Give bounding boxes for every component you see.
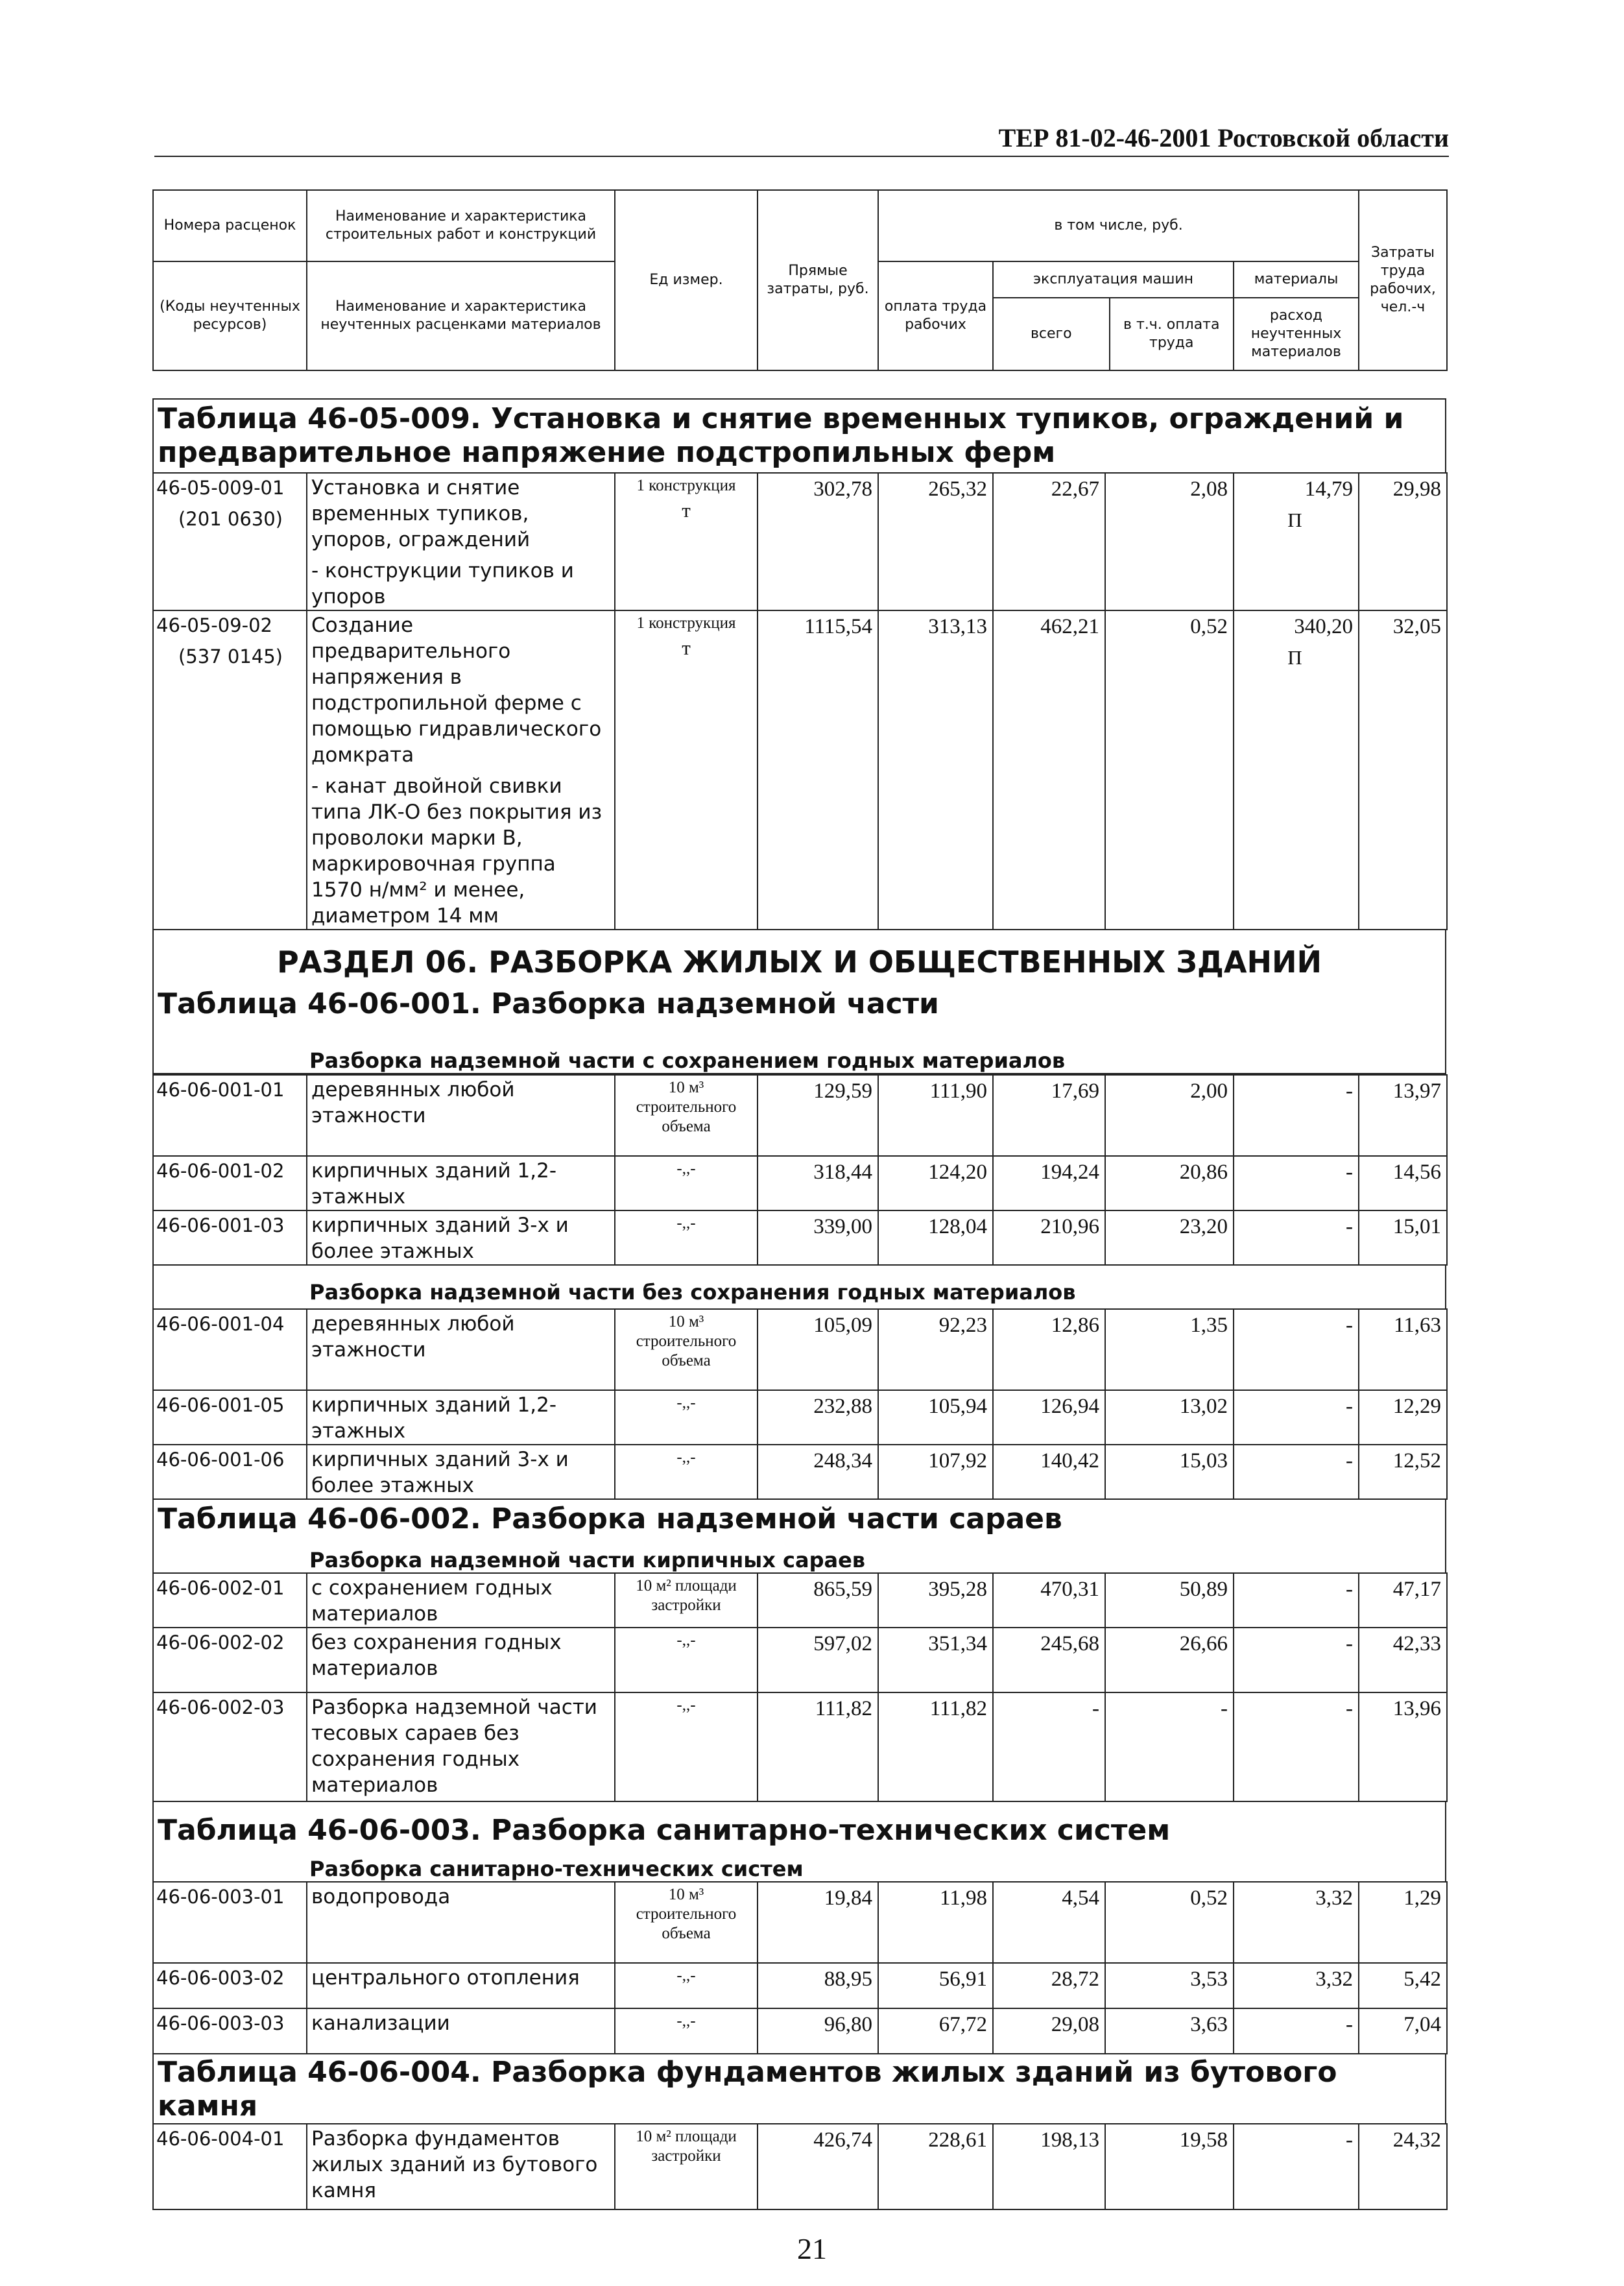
table-row bbox=[153, 1156, 1447, 1210]
rate-mat: - bbox=[1234, 2124, 1359, 2209]
table-row bbox=[153, 2124, 1447, 2209]
table-title-text: Таблица 46-06-002. Разборка надземной части сараев bbox=[158, 1502, 1062, 1535]
rate-code: 46-06-001-02 bbox=[153, 1156, 307, 1210]
rate-mach: 194,24 bbox=[993, 1156, 1105, 1210]
rate-name: водопровода bbox=[307, 1882, 615, 1963]
rate-unit: -,,- bbox=[615, 1628, 758, 1692]
rate-mach: - bbox=[993, 1692, 1105, 1801]
rate-mach: 12,86 bbox=[993, 1309, 1105, 1390]
table-row bbox=[153, 1628, 1447, 1692]
rate-unit: -,,- bbox=[615, 1445, 758, 1499]
col-labor-pay: оплата труда рабочих bbox=[878, 261, 993, 370]
rate-code: 46-06-003-01 bbox=[153, 1882, 307, 1963]
rate-name: Создание предварительного напряжения в подстропильной ферме с помощью гидравлического домкрата - канат двойной свивки типа ЛК-О без покрытия из проволоки марки В, маркировочная группа 1570 н/мм² и менее, диаметром 14 мм bbox=[307, 610, 615, 930]
rate-mach: 462,21 bbox=[993, 610, 1105, 930]
rate-direct: 129,59 bbox=[758, 1075, 878, 1156]
rate-code: 46-06-001-04 bbox=[153, 1309, 307, 1390]
sub-resource-unit: т bbox=[682, 499, 691, 522]
table-row bbox=[153, 1882, 1447, 1963]
table-46-06-001-b bbox=[152, 1308, 1448, 1500]
rate-direct: 339,00 bbox=[758, 1210, 878, 1265]
rate-direct: 19,84 bbox=[758, 1882, 878, 1963]
rate-direct: 597,02 bbox=[758, 1628, 878, 1692]
rate-code: 46-06-001-01 bbox=[153, 1075, 307, 1156]
rate-machpay: 0,52 bbox=[1105, 1882, 1234, 1963]
rate-pay: 92,23 bbox=[878, 1309, 993, 1390]
col-codes-sub: (Коды неучтенных ресурсов) bbox=[153, 261, 307, 370]
rate-machpay: 1,35 bbox=[1105, 1309, 1234, 1390]
rate-name: деревянных любой этажности bbox=[307, 1075, 615, 1156]
table-row bbox=[153, 1692, 1447, 1801]
table-title-46-05-009 bbox=[152, 398, 1446, 472]
rate-unit: -,,- bbox=[615, 1390, 758, 1445]
rate-machpay: 2,00 bbox=[1105, 1075, 1234, 1156]
rate-code: 46-06-003-02 bbox=[153, 1963, 307, 2008]
rate-direct: 111,82 bbox=[758, 1692, 878, 1801]
rate-name: без сохранения годных материалов bbox=[307, 1628, 615, 1692]
rate-unit: 10 м² площади застройки bbox=[615, 2124, 758, 2209]
rate-direct: 1115,54 bbox=[758, 610, 878, 930]
rate-pay: 11,98 bbox=[878, 1882, 993, 1963]
rate-machpay: 3,63 bbox=[1105, 2008, 1234, 2054]
rate-mach: 210,96 bbox=[993, 1210, 1105, 1265]
rate-unit: 10 м² площади застройки bbox=[615, 1573, 758, 1628]
table-row bbox=[153, 1445, 1447, 1499]
rate-machpay: 19,58 bbox=[1105, 2124, 1234, 2209]
rate-mat: 3,32 bbox=[1234, 1882, 1359, 1963]
rate-pay: 107,92 bbox=[878, 1445, 993, 1499]
rate-mach: 28,72 bbox=[993, 1963, 1105, 2008]
table-title-text: Таблица 46-06-001. Разборка надземной части bbox=[158, 987, 939, 1020]
rate-code: 46-06-002-01 bbox=[153, 1573, 307, 1628]
col-mach-labor: в т.ч. оплата труда bbox=[1123, 317, 1220, 351]
rate-mach: 29,08 bbox=[993, 2008, 1105, 2054]
rate-labor: 47,17 bbox=[1359, 1573, 1447, 1628]
col-machines: эксплуатация машин bbox=[994, 262, 1233, 298]
rates-sheet bbox=[152, 189, 1446, 2210]
rate-direct: 88,95 bbox=[758, 1963, 878, 2008]
col-incl: в том числе, руб. bbox=[878, 190, 1359, 261]
rate-name: Разборка надземной части тесовых сараев без сохранения годных материалов bbox=[307, 1692, 615, 1801]
rate-name: канализации bbox=[307, 2008, 615, 2054]
rate-code: 46-05-009-01 (201 0630) bbox=[153, 473, 307, 610]
rate-mat: - bbox=[1234, 1573, 1359, 1628]
rate-labor: 5,42 bbox=[1359, 1963, 1447, 2008]
rate-name: с сохранением годных материалов bbox=[307, 1573, 615, 1628]
col-mach-total: всего bbox=[994, 298, 1110, 370]
rate-machpay: 20,86 bbox=[1105, 1156, 1234, 1210]
table-row bbox=[153, 1210, 1447, 1265]
table-row bbox=[153, 610, 1447, 930]
col-direct: Прямые затраты, руб. bbox=[758, 190, 878, 370]
rate-pay: 395,28 bbox=[878, 1573, 993, 1628]
table-row bbox=[153, 1573, 1447, 1628]
rate-pay: 105,94 bbox=[878, 1390, 993, 1445]
rate-pay: 111,90 bbox=[878, 1075, 993, 1156]
col-unit: Ед измер. bbox=[615, 190, 758, 370]
rate-labor: 13,96 bbox=[1359, 1692, 1447, 1801]
rate-code: 46-06-002-02 bbox=[153, 1628, 307, 1692]
rate-machpay: 3,53 bbox=[1105, 1963, 1234, 2008]
rate-labor: 1,29 bbox=[1359, 1882, 1447, 1963]
rate-mat: 340,20 П bbox=[1234, 610, 1359, 930]
rate-direct: 302,78 bbox=[758, 473, 878, 610]
rate-mat: - bbox=[1234, 1390, 1359, 1445]
rate-machpay: - bbox=[1105, 1692, 1234, 1801]
rate-name: Разборка фундаментов жилых зданий из бутового камня bbox=[307, 2124, 615, 2209]
rate-mat: - bbox=[1234, 2008, 1359, 2054]
rate-machpay: 50,89 bbox=[1105, 1573, 1234, 1628]
rate-name: кирпичных зданий 1,2-этажных bbox=[307, 1156, 615, 1210]
sub-resource-unit: т bbox=[682, 636, 691, 659]
rate-labor: 15,01 bbox=[1359, 1210, 1447, 1265]
sub-resource-name: - конструкции тупиков и упоров bbox=[311, 559, 574, 608]
rate-unit: -,,- bbox=[615, 1692, 758, 1801]
rate-mach: 140,42 bbox=[993, 1445, 1105, 1499]
col-mat-unacc: расход неучтенных материалов bbox=[1250, 307, 1342, 360]
table-title-46-06-002 bbox=[154, 1500, 1445, 1539]
section-title: РАЗДЕЛ 06. РАЗБОРКА ЖИЛЫХ И ОБЩЕСТВЕННЫХ ЗДАНИЙ bbox=[277, 944, 1322, 980]
sub-resource-name: - канат двойной свивки типа ЛК-О без покрытия из проволоки марки В, маркировочная группа 1570 н/мм² и менее, диаметром 14 мм bbox=[311, 775, 603, 928]
header-title: ТЕР 81-02-46-2001 Ростовской области bbox=[998, 123, 1449, 152]
rate-machpay: 2,08 bbox=[1105, 473, 1234, 610]
table-row bbox=[153, 473, 1447, 610]
rate-pay: 56,91 bbox=[878, 1963, 993, 2008]
rate-labor: 42,33 bbox=[1359, 1628, 1447, 1692]
rate-labor: 29,98 bbox=[1359, 473, 1447, 610]
rate-mach: 198,13 bbox=[993, 2124, 1105, 2209]
rate-mat: - bbox=[1234, 1628, 1359, 1692]
table-title-46-06-004 bbox=[152, 2054, 1446, 2123]
sub-resource-mat: П bbox=[1287, 646, 1302, 669]
rate-code: 46-06-001-03 bbox=[153, 1210, 307, 1265]
rate-direct: 96,80 bbox=[758, 2008, 878, 2054]
rate-name: кирпичных зданий 1,2-этажных bbox=[307, 1390, 615, 1445]
rate-mach: 22,67 bbox=[993, 473, 1105, 610]
rate-mat: - bbox=[1234, 1075, 1359, 1156]
table-title-text: Таблица 46-06-003. Разборка санитарно-технических систем bbox=[158, 1814, 1171, 1847]
rate-machpay: 13,02 bbox=[1105, 1390, 1234, 1445]
table-46-06-001-a bbox=[152, 1074, 1448, 1266]
rate-unit: 1 конструкция т bbox=[615, 473, 758, 610]
rate-direct: 426,74 bbox=[758, 2124, 878, 2209]
rate-code: 46-06-003-03 bbox=[153, 2008, 307, 2054]
rate-pay: 111,82 bbox=[878, 1692, 993, 1801]
table-row bbox=[153, 1963, 1447, 2008]
col-name: Наименование и характеристика строительных работ и конструкций bbox=[307, 190, 615, 261]
rate-pay: 128,04 bbox=[878, 1210, 993, 1265]
table-title-text: Таблица 46-05-009. Установка и снятие временных тупиков, ограждений и предварительное напряжение подстропильных ферм bbox=[158, 402, 1404, 469]
rate-unit: -,,- bbox=[615, 1210, 758, 1265]
rate-labor: 12,29 bbox=[1359, 1390, 1447, 1445]
rate-labor: 32,05 bbox=[1359, 610, 1447, 930]
rate-unit: 1 конструкция т bbox=[615, 610, 758, 930]
table-title-46-06-003 bbox=[154, 1802, 1445, 1850]
rate-unit: -,,- bbox=[615, 2008, 758, 2054]
rate-mach: 245,68 bbox=[993, 1628, 1105, 1692]
table-46-06-004 bbox=[152, 2123, 1448, 2210]
rate-pay: 265,32 bbox=[878, 473, 993, 610]
rate-mat: 14,79 П bbox=[1234, 473, 1359, 610]
col-codes: Номера расценок bbox=[153, 190, 307, 261]
subheading: Разборка санитарно-технических систем bbox=[309, 1857, 804, 1881]
rate-mach: 126,94 bbox=[993, 1390, 1105, 1445]
rate-direct: 248,34 bbox=[758, 1445, 878, 1499]
table-46-06-003 bbox=[152, 1881, 1448, 2054]
rate-mat: - bbox=[1234, 1692, 1359, 1801]
col-materials: материалы bbox=[1234, 262, 1358, 298]
rate-labor: 12,52 bbox=[1359, 1445, 1447, 1499]
subheading: Разборка надземной части с сохранением годных материалов bbox=[309, 1048, 1066, 1073]
table-row bbox=[153, 1075, 1447, 1156]
rate-mat: - bbox=[1234, 1156, 1359, 1210]
rate-unit: 10 м³ строительного объема bbox=[615, 1309, 758, 1390]
subheading: Разборка надземной части без сохранения годных материалов bbox=[309, 1280, 1076, 1305]
rate-machpay: 23,20 bbox=[1105, 1210, 1234, 1265]
rate-mat: 3,32 bbox=[1234, 1963, 1359, 2008]
table-title-46-06-001 bbox=[154, 985, 1445, 1024]
rate-direct: 105,09 bbox=[758, 1309, 878, 1390]
col-name-sub: Наименование и характеристика неучтенных расценками материалов bbox=[307, 261, 615, 370]
rate-code: 46-06-002-03 bbox=[153, 1692, 307, 1801]
rate-mat: - bbox=[1234, 1309, 1359, 1390]
rate-machpay: 26,66 bbox=[1105, 1628, 1234, 1692]
rate-direct: 318,44 bbox=[758, 1156, 878, 1210]
table-title-text: Таблица 46-06-004. Разборка фундаментов жилых зданий из бутового камня bbox=[158, 2056, 1337, 2123]
rate-machpay: 15,03 bbox=[1105, 1445, 1234, 1499]
rate-unit: 10 м³ строительного объема bbox=[615, 1882, 758, 1963]
column-header-table bbox=[152, 189, 1448, 371]
rate-name: кирпичных зданий 3-х и более этажных bbox=[307, 1445, 615, 1499]
rate-labor: 13,97 bbox=[1359, 1075, 1447, 1156]
rate-machpay: 0,52 bbox=[1105, 610, 1234, 930]
sub-resource-code: (201 0630) bbox=[178, 508, 283, 530]
rate-pay: 67,72 bbox=[878, 2008, 993, 2054]
rate-unit: -,,- bbox=[615, 1963, 758, 2008]
table-46-05-009 bbox=[152, 472, 1448, 930]
rate-pay: 313,13 bbox=[878, 610, 993, 930]
table-46-06-002 bbox=[152, 1572, 1448, 1802]
rate-mach: 470,31 bbox=[993, 1573, 1105, 1628]
rate-name: кирпичных зданий 3-х и более этажных bbox=[307, 1210, 615, 1265]
rate-code: 46-06-001-05 bbox=[153, 1390, 307, 1445]
rate-code: 46-06-001-06 bbox=[153, 1445, 307, 1499]
rate-mach: 4,54 bbox=[993, 1882, 1105, 1963]
rate-direct: 232,88 bbox=[758, 1390, 878, 1445]
rate-code: 46-05-09-02 (537 0145) bbox=[153, 610, 307, 930]
rate-mat: - bbox=[1234, 1445, 1359, 1499]
sub-resource-code: (537 0145) bbox=[178, 645, 283, 668]
rate-name: центрального отопления bbox=[307, 1963, 615, 2008]
rate-pay: 124,20 bbox=[878, 1156, 993, 1210]
table-row bbox=[153, 1390, 1447, 1445]
table-row bbox=[153, 2008, 1447, 2054]
table-row bbox=[153, 1309, 1447, 1390]
rate-pay: 351,34 bbox=[878, 1628, 993, 1692]
rate-labor: 14,56 bbox=[1359, 1156, 1447, 1210]
rate-labor: 7,04 bbox=[1359, 2008, 1447, 2054]
rate-direct: 865,59 bbox=[758, 1573, 878, 1628]
running-header bbox=[154, 115, 1449, 157]
rate-unit: -,,- bbox=[615, 1156, 758, 1210]
subheading: Разборка надземной части кирпичных сараев bbox=[309, 1548, 866, 1572]
rate-mat: - bbox=[1234, 1210, 1359, 1265]
rate-name: деревянных любой этажности bbox=[307, 1309, 615, 1390]
col-labor-cost: Затраты труда рабочих, чел.-ч bbox=[1359, 190, 1447, 370]
rate-mach: 17,69 bbox=[993, 1075, 1105, 1156]
rate-unit: 10 м³ строительного объема bbox=[615, 1075, 758, 1156]
rate-labor: 11,63 bbox=[1359, 1309, 1447, 1390]
sub-resource-mat: П bbox=[1287, 509, 1302, 531]
page-number: 21 bbox=[797, 2232, 827, 2265]
rate-code: 46-06-004-01 bbox=[153, 2124, 307, 2209]
rate-name: Установка и снятие временных тупиков, упоров, ограждений - конструкции тупиков и упоров bbox=[307, 473, 615, 610]
rate-labor: 24,32 bbox=[1359, 2124, 1447, 2209]
rate-pay: 228,61 bbox=[878, 2124, 993, 2209]
